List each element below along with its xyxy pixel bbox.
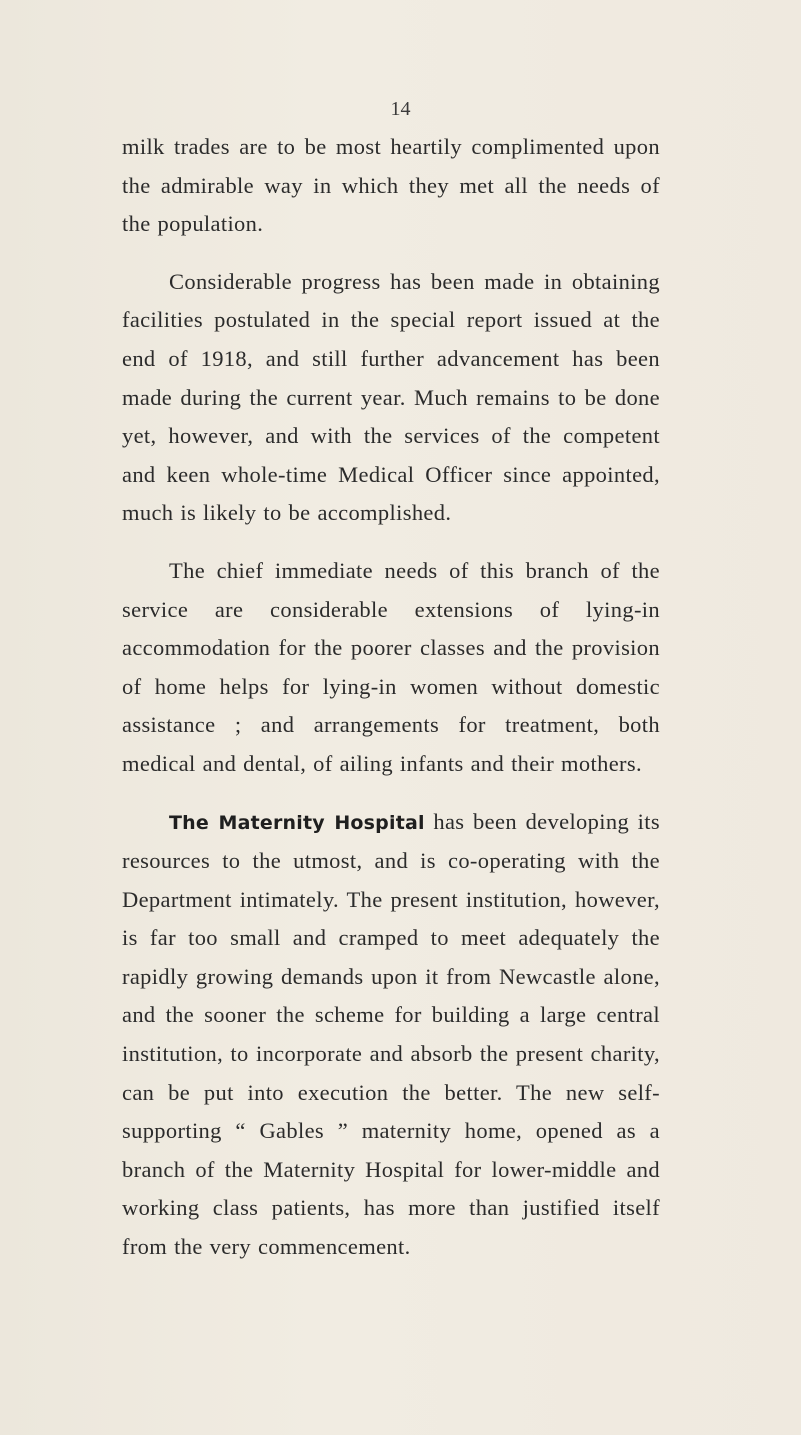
body-text <box>122 128 660 1267</box>
maternity-hospital-body: has been developing its resources to the utmost, and is co-operating with the Department intimately. The present institution, however, is far too small and cramped to meet adequately the rapidly growing demands upon it from Newcastle alone, and the sooner the scheme for building a large central institution, to incorporate and absorb the present charity, can be put into execution the better. The new self-supporting “ Gables ” maternity home, opened as a branch of the Maternity Hospital for lower-middle and working class patients, has more than justified itself from the very commencement. <box>122 808 660 1260</box>
paragraph-milk-trades: milk trades are to be most heartily complimented upon the admirable way in which they met all the needs of the population. <box>122 134 660 237</box>
paragraph-progress: Considerable progress has been made in obtaining facilities postulated in the special report issued at the end of 1918, and still further advancement has been made during the current year. Much remains to be done yet, however, and with the services of the competent and keen whole-time Medical Officer since appointed, much is likely to be accomplished. <box>122 268 660 526</box>
paragraph-maternity-hospital <box>122 803 660 1267</box>
paragraph-immediate-needs: The chief immediate needs of this branch of the service are considerable extensions of lying-in accommodation for the poorer classes and the provision of home helps for lying-in women without domestic assistance ; and arrangements for treatment, both medical and dental, of ailing infants and their mothers. <box>122 557 660 776</box>
page-number: 14 <box>390 98 411 120</box>
maternity-hospital-heading: The Maternity Hospital <box>169 811 425 834</box>
